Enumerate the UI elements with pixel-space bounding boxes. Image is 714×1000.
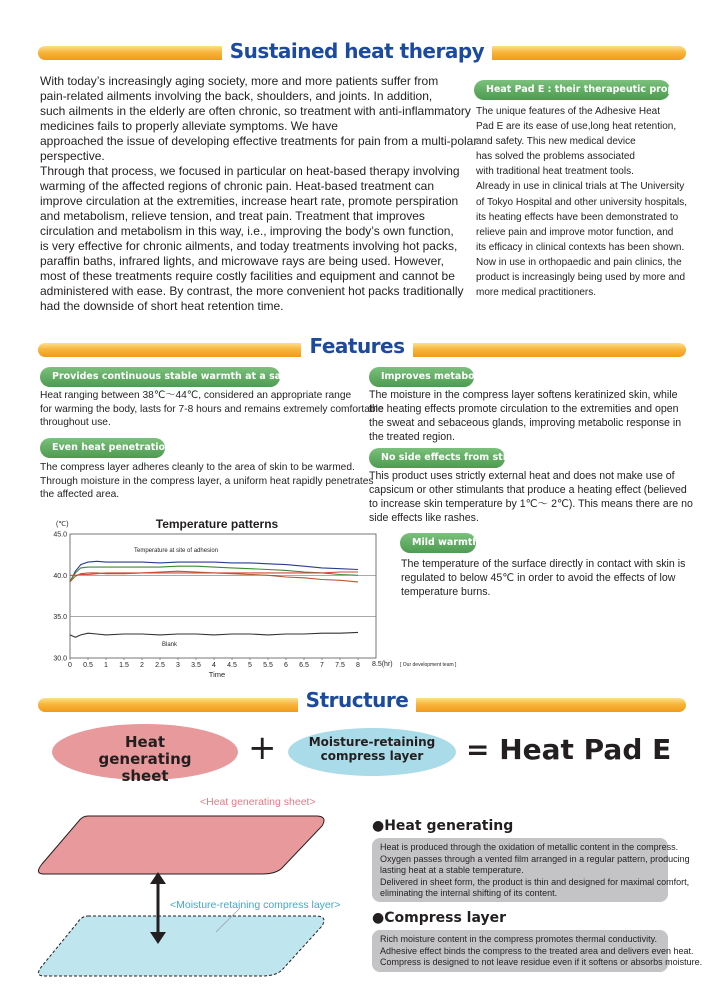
chart-y-tick-label: 35.0 <box>53 614 67 622</box>
chart-x-tick-label: 4 <box>212 662 216 669</box>
text-line: administered with ease. By contrast, the more convenient hot packs traditionally <box>40 284 464 298</box>
text-line: temperature burns. <box>401 586 491 598</box>
heat-pad-e-title: = Heat Pad E <box>466 733 672 766</box>
text-line: is very effective for chronic ailments, and today treatments involving hot packs, <box>40 239 458 253</box>
feature-stable-text <box>40 389 384 430</box>
chart-x-tick-label: 4.5 <box>227 662 237 669</box>
chart-x-tick-label: 3 <box>176 662 180 669</box>
text-line: Already in use in clinical trials at The University <box>476 181 685 193</box>
text-line: Oxygen passes through a vented film arranged in a regular pattern, producing <box>380 853 690 864</box>
text-line: side effects like rashes. <box>369 512 479 524</box>
chart-xlabel: Time <box>208 670 226 679</box>
section-title-sustained-text: Sustained heat therapy <box>222 39 492 63</box>
heat-sheet-shape <box>38 816 324 874</box>
chart-x-tick-label: 5.5 <box>263 662 273 669</box>
text-line: The moisture in the compress layer softens keratinized skin, while <box>369 389 678 401</box>
chart-x-tick-label: 0.5 <box>83 662 93 669</box>
text-line: had the downside of short heat retention time. <box>40 299 284 313</box>
chart-x-tick-label: 2 <box>140 662 144 669</box>
text-line: product is increasingly being used by more and <box>476 272 686 284</box>
text-line: relieve pain and improve motor function, and <box>476 226 674 238</box>
text-line: medicines fails to properly alleviate symptoms. We have <box>40 119 338 133</box>
therapeutic-paragraph <box>476 104 686 300</box>
text-line: lasting heat at a stable temperature. <box>380 865 524 876</box>
chart-annotation-blank: Blank <box>162 642 178 648</box>
chart-title: Temperature patterns <box>155 517 279 531</box>
chart-x-tick-label: 7 <box>320 662 324 669</box>
text-line: The compress layer adheres cleanly to the area of skin to be warmed. <box>40 462 355 473</box>
text-line: Adhesive effect binds the compress to the treated area and delivers even heat. <box>380 945 694 956</box>
heat-generating-heading: ●Heat generating <box>372 818 514 834</box>
chart-x-tick-label: 0 <box>68 662 72 669</box>
chart-x-tick-label: 6.5 <box>299 662 309 669</box>
section-title-structure-text: Structure <box>298 688 417 712</box>
text-line: the heating effects promote circulation to the extremities and open <box>369 403 679 415</box>
text-line: improve circulation at the extremities, increase heart rate, promote perspiration <box>40 194 459 208</box>
compress-ellipse: Moisture-retaining compress layer <box>288 728 456 776</box>
chart-x-tick-label: 7.5 <box>335 662 345 669</box>
chart-x-tick-label: 6 <box>284 662 288 669</box>
text-line: its efficacy in clinical contexts has been shown. <box>476 241 685 253</box>
text-line: for warming the body, lasts for 7-8 hours and remains extremely comfortable <box>40 403 384 415</box>
text-line: Delivered in sheet form, the product is thin and designed for maximal comfort, <box>380 876 690 887</box>
heat-sheet-ellipse: Heat generating sheet <box>52 724 238 780</box>
text-line: Through moisture in the compress layer, a uniform heat rapidly penetrates <box>40 475 374 487</box>
text-line: The temperature of the surface directly in contact with skin is <box>401 558 686 570</box>
text-line: approached the issue of developing effective treatments for pain from a multi-polar <box>40 134 478 148</box>
chart-y-tick-label: 45.0 <box>53 531 67 539</box>
chart-source: [ Our development team ] <box>400 662 457 668</box>
feature-even-label: Even heat penetration <box>40 438 165 458</box>
section-title-features-text: Features <box>301 334 412 358</box>
section-title-features <box>0 333 714 359</box>
text-line: the sweat and sebaceous glands, improving metabolic response in <box>369 417 682 429</box>
intro-lines <box>40 74 478 314</box>
chart-ylabel: (℃) <box>56 521 69 528</box>
pad-diagram <box>36 808 366 986</box>
text-line: With today’s increasingly aging society, more and more patients suffer from <box>40 74 439 88</box>
text-line: eliminating the internal shifting of its content. <box>380 888 558 899</box>
chart-series-line-5 <box>70 632 358 637</box>
text-line: more medical practitioners. <box>476 287 597 299</box>
feature-mild-label: Mild warmth <box>400 533 476 553</box>
compress-shape <box>38 916 324 976</box>
text-line: and metabolism, relieve tension, and treat pain. Treatment that improves <box>40 209 425 223</box>
text-line: its heating effects have been demonstrated to <box>476 211 679 223</box>
chart-y-tick-label: 40.0 <box>53 572 67 580</box>
therapeutic-lines <box>476 104 686 300</box>
compress-caption: <Moisture-retaining compress layer> <box>170 899 341 911</box>
text-line: of Tokyo Hospital and other university hospitals, <box>476 196 688 208</box>
plus-sign: + <box>248 728 277 768</box>
text-line: circulation and metabolism in this way, i.e., improving the body’s own function, <box>40 224 454 238</box>
text-line: This product uses strictly external heat and does not make use of <box>369 470 675 482</box>
text-line: regulated to below 45℃ in order to avoid the effects of low <box>401 572 676 584</box>
chart-y-tick-label: 30.0 <box>53 655 67 663</box>
section-title-sustained <box>0 38 714 64</box>
double-arrow <box>150 872 166 944</box>
text-line: paraffin baths, infrared lights, and microwave rays are being used. However, <box>40 254 444 268</box>
intro-paragraph <box>40 74 478 314</box>
text-line: Heat ranging between 38℃～44℃, considered an appropriate range <box>40 390 352 401</box>
chart-x-tick-label: 8 <box>356 662 360 669</box>
text-line: warming of the affected regions of chronic pain. Heat-based treatment can <box>40 179 435 193</box>
feature-metabolism-label: Improves metabolism <box>369 367 474 387</box>
text-line: to increase skin temperature by 1℃～ 2℃). This means there are no <box>369 498 693 510</box>
text-line: has solved the problems associated <box>476 151 635 163</box>
chart-x-tick-label: 1.5 <box>119 662 129 669</box>
text-line: Rich moisture content in the compress promotes thermal conductivity. <box>380 934 657 944</box>
text-line: Now in use in orthopaedic and pain clinics, the <box>476 256 682 268</box>
chart-x-unit: 8.5(hr) <box>372 661 393 668</box>
section-title-structure <box>0 687 714 713</box>
heat-generating-box <box>372 838 690 902</box>
text-line: such ailments in the elderly are often chronic, so treatment with anti-inflammatory <box>40 104 471 118</box>
text-line: The unique features of the Adhesive Heat <box>476 106 661 117</box>
compress-layer-box <box>372 930 703 972</box>
text-line: Through that process, we focused in particular on heat-based therapy involving <box>40 164 460 178</box>
chart-plot-area <box>70 534 376 658</box>
text-line: the treated region. <box>369 431 455 443</box>
chart-gridlines <box>70 575 376 616</box>
text-line: capsicum or other stimulants that produce a heating effect (believed <box>369 484 687 496</box>
heat-sheet-caption: <Heat generating sheet> <box>200 796 316 808</box>
therapeutic-label: Heat Pad E : their therapeutic properties <box>474 80 670 100</box>
chart-x-tick-label: 1 <box>104 662 108 669</box>
chart-x-tick-label: 3.5 <box>191 662 201 669</box>
chart-annotation-adhesion: Temperature at site of adhesion <box>134 548 219 554</box>
chart-series <box>70 561 358 637</box>
text-line: perspective. <box>40 149 105 163</box>
text-line: with traditional heat treatment tools. <box>476 166 634 178</box>
chart-x-tick-label: 5 <box>248 662 252 669</box>
temperature-chart <box>34 512 474 684</box>
text-line: Compress is designed to not leave residue even if it softens or absorbs moisture. <box>380 957 703 968</box>
feature-stable-label: Provides continuous stable warmth at a safe temperature <box>40 367 280 387</box>
text-line: throughout use. <box>40 417 111 428</box>
chart-x-tick-label: 2.5 <box>155 662 165 669</box>
feature-metabolism-text <box>369 388 689 444</box>
text-line: most of these treatments require costly facilities and equipment and cannot be <box>40 269 455 283</box>
chart-y-ticks <box>53 532 67 663</box>
chart-x-ticks <box>68 658 360 669</box>
compress-layer-heading: ●Compress layer <box>372 910 506 926</box>
text-line: Heat is produced through the oxidation of metallic content in the compress. <box>380 842 679 852</box>
text-line: the affected area. <box>40 489 120 500</box>
feature-nostim-label: No side effects from stimulants <box>369 448 505 468</box>
text-line: and safety. This new medical device <box>476 136 636 148</box>
text-line: pain-related ailments involving the back, shoulders, and joints. In addition, <box>40 89 433 103</box>
text-line: Pad E are its ease of use,long heat retention, <box>476 121 677 133</box>
feature-even-text <box>40 461 374 502</box>
